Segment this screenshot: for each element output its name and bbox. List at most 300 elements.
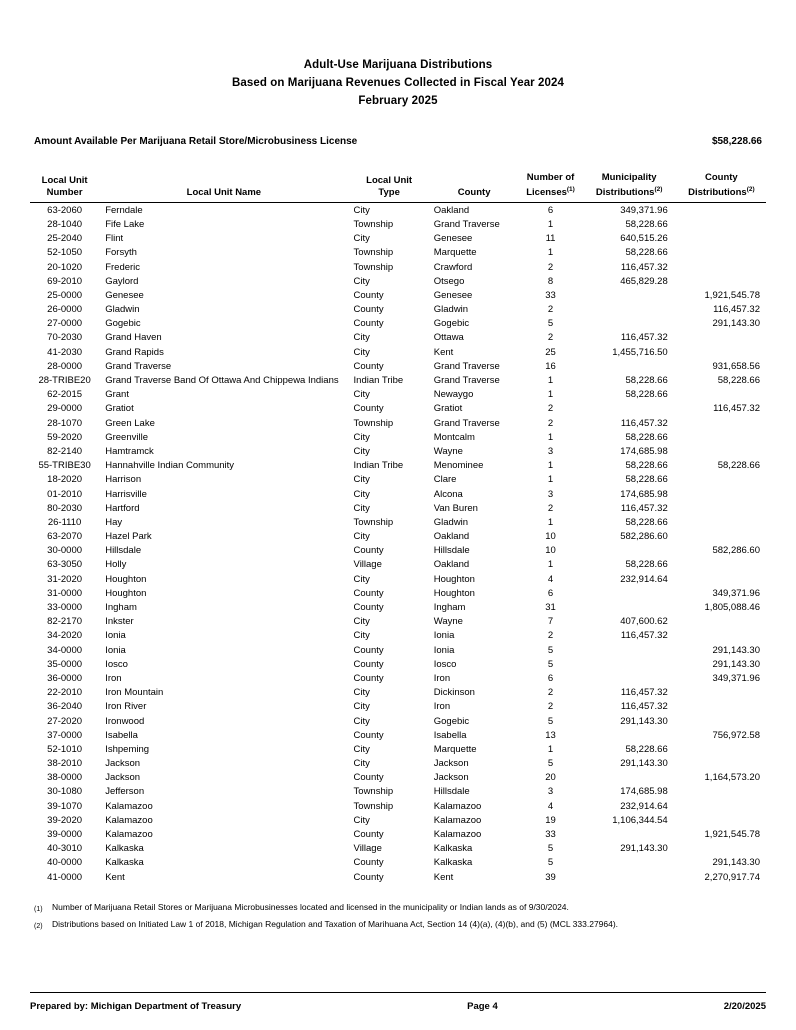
cell-municipality-distributions <box>582 771 676 785</box>
cell-local-unit-type: Indian Tribe <box>353 460 404 472</box>
cell-local-unit-type: County <box>353 729 384 741</box>
table-header <box>30 171 766 203</box>
cell-county-distributions: 116,457.32 <box>713 403 760 415</box>
cell-county-distributions <box>676 260 766 274</box>
column-header-local-unit-number <box>30 171 99 202</box>
cell-local-unit-type: Township <box>353 417 394 429</box>
cell-municipality-distributions: 116,457.32 <box>620 630 668 642</box>
cell-local-unit-number: 26-1110 <box>47 516 82 528</box>
table-row <box>30 345 766 359</box>
cell-local-unit-type: Township <box>353 516 394 528</box>
cell-county-distributions <box>676 274 766 288</box>
cell-municipality-distributions: 58,228.66 <box>625 218 668 230</box>
cell-county: Wayne <box>433 616 463 628</box>
footnote-ref-2b: (2) <box>746 186 755 193</box>
column-header-municipality-distributions-line2 <box>583 184 676 199</box>
cell-municipality-distributions: 174,685.98 <box>620 488 668 500</box>
cell-county: Kalkaska <box>433 857 473 869</box>
cell-local-unit-number: 28-1070 <box>47 417 83 429</box>
cell-local-unit-name: Kalamazoo <box>105 829 153 840</box>
cell-local-unit-type: County <box>353 587 384 599</box>
cell-number-of-licenses: 5 <box>547 644 554 656</box>
cell-local-unit-type: City <box>353 758 370 770</box>
cell-municipality-distributions: 58,228.66 <box>625 460 668 472</box>
table-row <box>30 203 766 218</box>
cell-number-of-licenses: 6 <box>547 204 554 216</box>
cell-local-unit-type: City <box>353 346 370 358</box>
cell-local-unit-name: Jackson <box>105 758 141 770</box>
cell-local-unit-number: 37-0000 <box>47 729 83 741</box>
cell-county: Kent <box>433 346 454 358</box>
table-row <box>30 558 766 572</box>
cell-local-unit-type: City <box>353 616 370 628</box>
cell-county-distributions: 291,143.30 <box>712 658 760 670</box>
cell-local-unit-type: City <box>353 431 370 443</box>
cell-county-distributions <box>676 515 766 529</box>
column-header-number-of-licenses-text: Licenses <box>526 187 567 199</box>
cell-municipality-distributions: 465,829.28 <box>620 275 668 287</box>
cell-county: Marquette <box>433 247 477 259</box>
title-line-1: Adult-Use Marijuana Distributions <box>303 59 493 71</box>
cell-county: Grand Traverse <box>433 375 500 386</box>
cell-local-unit-type: County <box>353 672 384 684</box>
cell-local-unit-number: 69-2010 <box>47 275 83 287</box>
cell-municipality-distributions: 1,106,344.54 <box>612 814 668 826</box>
cell-local-unit-number: 41-2030 <box>47 346 83 358</box>
cell-county-distributions: 1,805,088.46 <box>704 602 760 613</box>
column-header-municipality-distributions-text: Distributions <box>595 187 655 199</box>
cell-local-unit-type: Township <box>353 218 394 230</box>
cell-county-distributions <box>676 529 766 543</box>
cell-number-of-licenses: 33 <box>545 829 556 840</box>
cell-municipality-distributions <box>582 671 676 685</box>
cell-local-unit-type: City <box>353 715 370 727</box>
cell-number-of-licenses: 1 <box>547 743 554 755</box>
cell-local-unit-name: Flint <box>105 233 124 245</box>
cell-county: Jackson <box>433 772 469 784</box>
cell-county: Gladwin <box>433 304 469 316</box>
cell-municipality-distributions <box>582 870 676 884</box>
column-header-local-unit-name <box>99 171 349 202</box>
cell-local-unit-number: 31-0000 <box>47 587 83 599</box>
cell-local-unit-number: 20-1020 <box>47 261 83 273</box>
cell-local-unit-type: County <box>353 289 384 301</box>
cell-local-unit-number: 31-2020 <box>47 573 83 585</box>
table-row <box>30 799 766 813</box>
table-row <box>30 756 766 770</box>
cell-county: Gogebic <box>433 715 470 727</box>
cell-number-of-licenses: 3 <box>547 786 554 798</box>
cell-county: Ottawa <box>433 332 464 344</box>
cell-local-unit-name: Kent <box>105 871 125 883</box>
footnote-1-text: Number of Marijuana Retail Stores or Marijuana Microbusinesses located and licensed in the municipality or Indian lands as of 9/30/2024. <box>52 902 569 913</box>
table-row <box>30 657 766 671</box>
footnotes <box>30 900 766 934</box>
cell-local-unit-name: Holly <box>105 559 127 571</box>
cell-local-unit-number: 34-0000 <box>47 644 83 656</box>
table-row <box>30 331 766 345</box>
cell-local-unit-number: 52-1050 <box>47 247 83 259</box>
table-row <box>30 317 766 331</box>
cell-county: Ionia <box>433 630 455 642</box>
table-row <box>30 288 766 302</box>
cell-local-unit-type: Indian Tribe <box>353 375 404 386</box>
cell-local-unit-type: City <box>353 233 370 245</box>
footnote-2 <box>34 917 766 934</box>
table-row <box>30 274 766 288</box>
cell-number-of-licenses: 2 <box>547 502 554 514</box>
cell-municipality-distributions <box>582 600 676 614</box>
cell-local-unit-number: 34-2020 <box>47 630 83 642</box>
cell-number-of-licenses: 1 <box>547 375 554 386</box>
cell-county: Hillsdale <box>433 545 470 557</box>
cell-number-of-licenses: 1 <box>547 218 554 230</box>
cell-local-unit-number: 25-2040 <box>47 233 83 245</box>
cell-number-of-licenses: 25 <box>545 346 556 358</box>
cell-municipality-distributions: 407,600.62 <box>620 616 668 628</box>
cell-number-of-licenses: 10 <box>545 531 556 543</box>
column-header-number-of-licenses-line2 <box>521 184 581 199</box>
cell-county: Van Buren <box>433 502 478 514</box>
cell-local-unit-name: Hillsdale <box>105 545 142 557</box>
cell-number-of-licenses: 1 <box>547 516 554 528</box>
cell-local-unit-number: 30-1080 <box>47 786 83 798</box>
cell-local-unit-number: 28-1040 <box>47 218 83 230</box>
cell-municipality-distributions: 58,228.66 <box>625 375 668 386</box>
cell-county-distributions <box>676 430 766 444</box>
cell-county-distributions: 58,228.66 <box>717 460 760 472</box>
cell-municipality-distributions: 291,143.30 <box>620 758 668 770</box>
cell-county: Houghton <box>433 573 475 585</box>
cell-county: Grand Traverse <box>433 360 500 372</box>
table-row <box>30 728 766 742</box>
cell-county-distributions <box>676 799 766 813</box>
cell-county-distributions <box>676 742 766 756</box>
cell-local-unit-name: Greenville <box>105 431 148 443</box>
cell-county: Newaygo <box>433 389 474 401</box>
cell-municipality-distributions <box>582 856 676 870</box>
cell-local-unit-name: Ionia <box>105 630 126 642</box>
cell-local-unit-type: County <box>353 658 384 670</box>
cell-municipality-distributions: 640,515.26 <box>620 233 668 245</box>
cell-county-distributions <box>676 813 766 827</box>
cell-county: Wayne <box>433 445 463 457</box>
table-row <box>30 217 766 231</box>
cell-number-of-licenses: 4 <box>547 800 554 812</box>
cell-local-unit-number: 22-2010 <box>47 687 83 699</box>
cell-county-distributions: 1,164,573.20 <box>704 772 760 784</box>
cell-municipality-distributions <box>582 827 676 841</box>
table-row <box>30 246 766 260</box>
table-row <box>30 671 766 685</box>
cell-county-distributions: 291,143.30 <box>712 857 760 869</box>
cell-local-unit-number: 70-2030 <box>47 332 83 344</box>
cell-local-unit-name: Kalkaska <box>105 843 144 855</box>
cell-local-unit-number: 28-TRIBE20 <box>38 375 91 386</box>
cell-number-of-licenses: 1 <box>547 431 554 443</box>
cell-local-unit-name: Inkster <box>105 616 134 628</box>
cell-number-of-licenses: 2 <box>547 630 554 642</box>
cell-local-unit-number: 36-2040 <box>47 701 83 713</box>
cell-local-unit-type: County <box>353 829 384 840</box>
table-row <box>30 444 766 458</box>
cell-county-distributions: 756,972.58 <box>712 729 760 741</box>
column-header-municipality-distributions-line1: Municipality <box>601 172 657 183</box>
cell-number-of-licenses: 39 <box>545 871 556 883</box>
cell-county-distributions: 291,143.30 <box>712 644 760 656</box>
cell-number-of-licenses: 1 <box>547 559 554 571</box>
cell-local-unit-type: County <box>353 403 384 415</box>
cell-local-unit-number: 27-0000 <box>47 318 83 330</box>
cell-county: Iron <box>433 701 451 713</box>
column-header-local-unit-type-line2: Type <box>378 187 400 199</box>
cell-local-unit-name: Harrisville <box>105 488 147 500</box>
cell-local-unit-name: Forsyth <box>105 247 137 259</box>
column-header-county-distributions-line1: County <box>705 172 738 183</box>
cell-municipality-distributions: 58,228.66 <box>625 559 668 571</box>
cell-local-unit-type: City <box>353 332 370 344</box>
cell-number-of-licenses: 13 <box>545 729 556 741</box>
cell-county: Oakland <box>433 531 470 543</box>
footnote-ref-1: (1) <box>566 186 575 193</box>
table-row <box>30 813 766 827</box>
amount-available-value: $58,228.66 <box>711 136 762 147</box>
cell-municipality-distributions <box>582 728 676 742</box>
cell-number-of-licenses: 5 <box>547 843 554 855</box>
table-row <box>30 643 766 657</box>
column-header-municipality-distributions <box>582 171 676 202</box>
table-row <box>30 600 766 614</box>
cell-county: Otsego <box>433 275 465 287</box>
cell-local-unit-number: 40-0000 <box>47 857 83 869</box>
cell-local-unit-type: City <box>353 630 370 642</box>
cell-municipality-distributions <box>582 302 676 316</box>
cell-local-unit-type: City <box>353 701 370 713</box>
cell-local-unit-type: City <box>353 687 370 699</box>
cell-local-unit-number: 39-2020 <box>47 814 83 826</box>
cell-county: Kalamazoo <box>433 800 482 812</box>
table-row <box>30 260 766 274</box>
cell-local-unit-type: City <box>353 488 370 500</box>
cell-municipality-distributions: 116,457.32 <box>620 417 668 429</box>
footnote-2-text: Distributions based on Initiated Law 1 of 2018, Michigan Regulation and Taxation of Marihuana Act, Section 14 (4)(a), (4)(b), and (5) (MCL 333.27964). <box>52 919 619 930</box>
cell-municipality-distributions <box>582 657 676 671</box>
cell-county-distributions: 349,371.96 <box>712 587 760 599</box>
cell-municipality-distributions: 291,143.30 <box>620 715 668 727</box>
cell-county: Clare <box>433 474 457 486</box>
cell-municipality-distributions: 349,371.96 <box>620 204 668 216</box>
cell-local-unit-type: City <box>353 814 370 826</box>
cell-municipality-distributions <box>582 288 676 302</box>
cell-local-unit-type: Township <box>353 261 394 273</box>
amount-available-label: Amount Available Per Marijuana Retail Store/Microbusiness License <box>34 136 358 147</box>
cell-number-of-licenses: 10 <box>545 545 556 557</box>
cell-local-unit-number: 63-2070 <box>47 531 83 543</box>
title-line-3: February 2025 <box>358 95 438 107</box>
cell-local-unit-number: 26-0000 <box>47 304 83 316</box>
cell-local-unit-name: Houghton <box>105 573 147 585</box>
cell-local-unit-number: 36-0000 <box>47 672 83 684</box>
cell-county: Oakland <box>433 204 470 216</box>
cell-municipality-distributions <box>582 643 676 657</box>
cell-county-distributions <box>676 686 766 700</box>
table-row <box>30 302 766 316</box>
cell-local-unit-name: Kalkaska <box>105 857 144 869</box>
cell-county: Ingham <box>433 602 466 613</box>
footer-date: 2/20/2025 <box>723 1001 766 1012</box>
cell-county: Isabella <box>433 729 467 741</box>
table-row <box>30 459 766 473</box>
cell-local-unit-number: 25-0000 <box>47 289 83 301</box>
cell-local-unit-name: Gratiot <box>105 403 134 415</box>
cell-number-of-licenses: 19 <box>545 814 556 826</box>
cell-county-distributions <box>676 756 766 770</box>
table-row <box>30 686 766 700</box>
cell-local-unit-number: 52-1010 <box>47 743 83 755</box>
title-line-2: Based on Marijuana Revenues Collected in Fiscal Year 2024 <box>231 77 565 89</box>
cell-number-of-licenses: 3 <box>547 445 554 457</box>
table-row <box>30 515 766 529</box>
cell-local-unit-name: Iron Mountain <box>105 687 164 699</box>
cell-county-distributions: 2,270,917.74 <box>704 871 760 883</box>
cell-municipality-distributions <box>582 586 676 600</box>
column-header-county-distributions <box>676 171 766 202</box>
cell-local-unit-type: Township <box>353 800 394 812</box>
cell-municipality-distributions <box>582 317 676 331</box>
table-row <box>30 473 766 487</box>
table-row <box>30 572 766 586</box>
cell-county: Menominee <box>433 460 484 472</box>
column-header-county-text: County <box>457 187 491 199</box>
cell-county-distributions <box>676 558 766 572</box>
cell-county: Crawford <box>433 261 473 273</box>
cell-local-unit-name: Jefferson <box>105 786 145 798</box>
cell-county-distributions: 582,286.60 <box>712 545 760 557</box>
cell-municipality-distributions: 58,228.66 <box>625 247 668 259</box>
table-body <box>30 203 766 885</box>
cell-local-unit-name: Grand Traverse <box>105 360 172 372</box>
column-header-county-distributions-line2 <box>677 184 766 199</box>
page-footer <box>30 992 766 1012</box>
cell-county: Kent <box>433 871 454 883</box>
cell-local-unit-number: 63-2060 <box>47 204 83 216</box>
cell-local-unit-type: City <box>353 204 370 216</box>
cell-municipality-distributions: 174,685.98 <box>620 786 668 798</box>
cell-county: Montcalm <box>433 431 475 443</box>
cell-municipality-distributions: 58,228.66 <box>625 474 668 486</box>
cell-local-unit-number: 55-TRIBE30 <box>38 460 91 472</box>
cell-number-of-licenses: 4 <box>547 573 554 585</box>
cell-local-unit-type: City <box>353 743 370 755</box>
cell-county: Iron <box>433 672 451 684</box>
table-row <box>30 487 766 501</box>
cell-local-unit-type: City <box>353 474 370 486</box>
cell-county-distributions: 58,228.66 <box>717 375 760 386</box>
cell-number-of-licenses: 11 <box>545 233 556 245</box>
cell-municipality-distributions: 232,914.64 <box>620 573 668 585</box>
cell-local-unit-name: Gogebic <box>105 318 141 330</box>
cell-number-of-licenses: 20 <box>545 772 556 784</box>
cell-municipality-distributions: 116,457.32 <box>620 687 668 699</box>
table-row <box>30 714 766 728</box>
cell-local-unit-name: Hazel Park <box>105 531 152 543</box>
cell-local-unit-name: Isabella <box>105 729 138 741</box>
cell-county-distributions <box>676 785 766 799</box>
cell-number-of-licenses: 6 <box>547 587 554 599</box>
cell-county: Ionia <box>433 644 455 656</box>
cell-municipality-distributions: 582,286.60 <box>620 531 668 543</box>
table-row <box>30 629 766 643</box>
table-row <box>30 827 766 841</box>
cell-county-distributions: 931,658.56 <box>712 360 760 372</box>
cell-local-unit-name: Gladwin <box>105 304 140 316</box>
cell-local-unit-number: 62-2015 <box>47 389 83 401</box>
cell-county: Gogebic <box>433 318 470 330</box>
table-row <box>30 388 766 402</box>
cell-county-distributions <box>676 473 766 487</box>
cell-county-distributions <box>676 416 766 430</box>
cell-municipality-distributions: 116,457.32 <box>620 261 668 273</box>
cell-local-unit-number: 41-0000 <box>47 871 83 883</box>
cell-municipality-distributions: 232,914.64 <box>620 800 668 812</box>
cell-municipality-distributions: 58,228.66 <box>625 389 668 401</box>
cell-local-unit-number: 82-2170 <box>47 616 83 628</box>
cell-county-distributions <box>676 629 766 643</box>
cell-number-of-licenses: 8 <box>547 275 554 287</box>
cell-municipality-distributions: 291,143.30 <box>620 843 668 855</box>
cell-municipality-distributions: 116,457.32 <box>620 502 668 514</box>
cell-local-unit-number: 40-3010 <box>47 843 83 855</box>
cell-county-distributions: 291,143.30 <box>712 318 760 330</box>
table-row <box>30 742 766 756</box>
column-header-local-unit-type <box>350 171 430 202</box>
cell-county: Iosco <box>433 658 457 670</box>
cell-county-distributions <box>676 331 766 345</box>
cell-county: Alcona <box>433 488 463 500</box>
cell-local-unit-number: 38-2010 <box>47 758 83 770</box>
table-row <box>30 842 766 856</box>
cell-municipality-distributions: 58,228.66 <box>625 743 668 755</box>
cell-local-unit-number: 01-2010 <box>47 488 83 500</box>
table-row <box>30 232 766 246</box>
cell-local-unit-number: 63-3050 <box>47 559 83 571</box>
cell-number-of-licenses: 1 <box>547 247 554 259</box>
cell-county-distributions: 116,457.32 <box>713 304 760 316</box>
table-row <box>30 785 766 799</box>
cell-municipality-distributions: 174,685.98 <box>620 445 668 457</box>
cell-local-unit-type: Village <box>353 843 382 855</box>
footer-page-number: Page 4 <box>467 1001 498 1012</box>
cell-number-of-licenses: 2 <box>547 304 554 316</box>
cell-county: Hillsdale <box>433 786 470 798</box>
column-header-local-unit-number-line1: Local Unit <box>41 175 88 187</box>
cell-local-unit-name: Grand Rapids <box>105 346 164 358</box>
cell-county-distributions: 1,921,545.78 <box>704 289 760 301</box>
cell-local-unit-type: County <box>353 318 384 330</box>
cell-local-unit-name: Ingham <box>105 602 137 613</box>
table-row <box>30 586 766 600</box>
table-row <box>30 615 766 629</box>
cell-local-unit-number: 27-2020 <box>47 715 83 727</box>
table-row <box>30 700 766 714</box>
cell-local-unit-number: 80-2030 <box>47 502 83 514</box>
table-row <box>30 416 766 430</box>
cell-local-unit-name: Hartford <box>105 502 140 514</box>
cell-number-of-licenses: 1 <box>547 474 554 486</box>
cell-number-of-licenses: 2 <box>547 261 554 273</box>
cell-local-unit-name: Iosco <box>105 658 128 670</box>
cell-local-unit-name: Hannahville Indian Community <box>105 460 235 472</box>
